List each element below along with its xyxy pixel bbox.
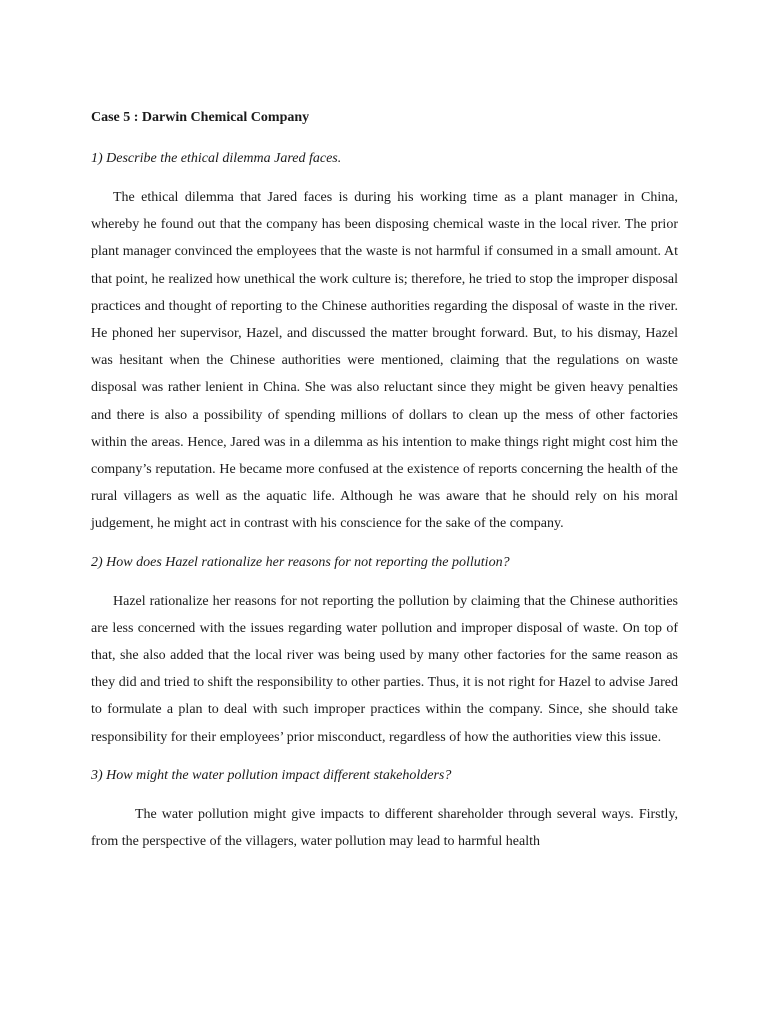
document-page [91, 108, 678, 870]
question-1: 1) Describe the ethical dilemma Jared faces. [91, 151, 342, 166]
answer-3: The water pollution might give impacts to different shareholder through several ways. Firstly, from the perspective of the villagers, water pollution may lead to harmful health [91, 806, 678, 850]
document-title: Case 5 : Darwin Chemical Company [91, 110, 310, 125]
question-3: 3) How might the water pollution impact different stakeholders? [91, 767, 452, 783]
answer-2: Hazel rationalize her reasons for not reporting the pollution by claiming that the Chinese authorities are less concerned with the issues regarding water pollution and improper disposal of waste. On top of that, she also added that the local river was being used by many other factories for the same reason as they did and tried to shift the responsibility to other parties. Thus, it is not right for Hazel to advise Jared to formulate a plan to deal with such improper practices within the company. Since, she should take responsibility for their employees’ prior misconduct, regardless of how the authorities view this issue. [91, 593, 678, 745]
question-2: 2) How does Hazel rationalize her reasons for not reporting the pollution? [91, 554, 510, 570]
answer-1: The ethical dilemma that Jared faces is during his working time as a plant manager in China, whereby he found out that the company has been disposing chemical waste in the local river. The prior plant manager convinced the employees that the waste is not harmful if consumed in a small amount. At that point, he realized how unethical the work culture is; therefore, he tried to stop the improper disposal practices and thought of reporting to the Chinese authorities regarding the disposal of waste in the river. He phoned her supervisor, Hazel, and discussed the matter brought forward. But, to his dismay, Hazel was hesitant when the Chinese authorities were mentioned, claiming that the regulations on waste disposal was rather lenient in China. She was also reluctant since they might be given heavy penalties and there is also a possibility of spending millions of dollars to clean up the mess of other factories within the areas. Hence, Jared was in a dilemma as his intention to make things right might cost him the company’s reputation. He became more confused at the existence of reports concerning the health of the rural villagers as well as the aquatic life. Although he was aware that he should rely on his moral judgement, he might act in contrast with his conscience for the sake of the company. [91, 190, 678, 532]
